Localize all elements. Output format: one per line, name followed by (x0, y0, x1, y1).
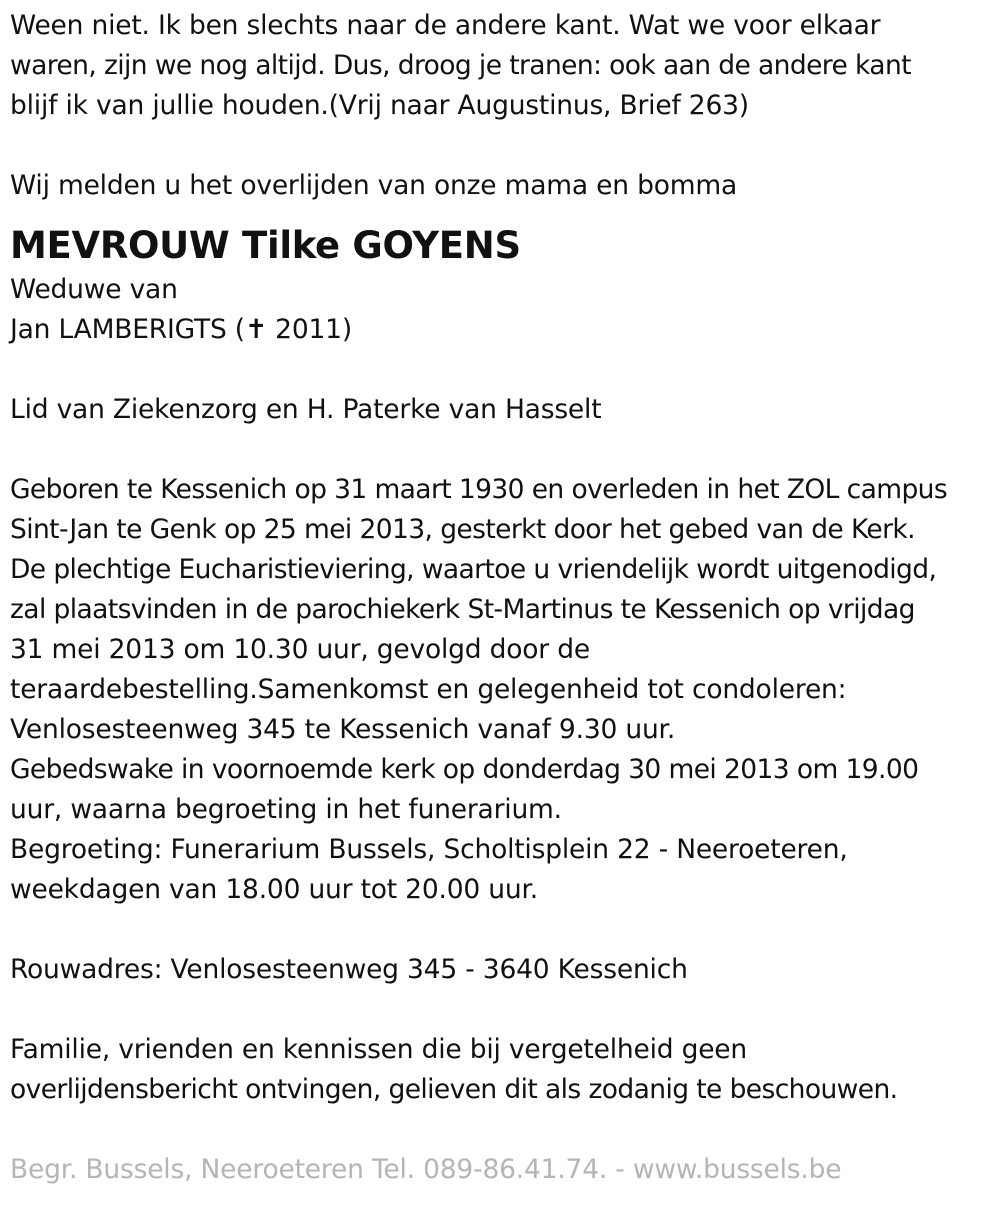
quote-block (10, 6, 995, 126)
details-line: uur, waarna begroeting in het funerarium. (10, 794, 562, 825)
details-line: De plechtige Eucharistieviering, waartoe u vriendelijk wordt uitgenodigd, (10, 554, 937, 585)
spouse-name: Jan LAMBERIGTS (✝ 2011) (10, 314, 352, 345)
details-line: weekdagen van 18.00 uur tot 20.00 uur. (10, 874, 538, 905)
spacer (10, 430, 995, 470)
spacer (10, 910, 995, 950)
spacer (10, 350, 995, 390)
details-line: zal plaatsvinden in de parochiekerk St-Martinus te Kessenich op vrijdag (10, 594, 915, 625)
funeral-home-footer: Begr. Bussels, Neeroeteren Tel. 089-86.41.74. - www.bussels.be (10, 1154, 842, 1185)
mourning-address: Rouwadres: Venlosesteenweg 345 - 3640 Kessenich (10, 954, 688, 985)
spacer (10, 990, 995, 1030)
spacer (10, 126, 995, 166)
obituary-document (10, 6, 995, 1190)
details-line: Begroeting: Funerarium Bussels, Scholtisplein 22 - Neeroeteren, (10, 834, 848, 865)
details-line: Venlosesteenweg 345 te Kessenich vanaf 9.30 uur. (10, 714, 676, 745)
details-block (10, 470, 995, 910)
details-line: Geboren te Kessenich op 31 maart 1930 en overleden in het ZOL campus (10, 474, 948, 505)
quote-line: Ween niet. Ik ben slechts naar de andere kant. Wat we voor elkaar (10, 10, 881, 41)
widow-label: Weduwe van (10, 274, 178, 305)
notice-line: overlijdensbericht ontvingen, gelieven dit als zodanig te beschouwen. (10, 1074, 898, 1105)
quote-line: blijf ik van jullie houden.(Vrij naar Augustinus, Brief 263) (10, 90, 749, 121)
notice-line: Familie, vrienden en kennissen die bij vergetelheid geen (10, 1034, 748, 1065)
announcement-text: Wij melden u het overlijden van onze mama en bomma (10, 170, 737, 201)
spacer (10, 1110, 995, 1150)
deceased-name: MEVROUW Tilke GOYENS (10, 224, 521, 267)
quote-line: waren, zijn we nog altijd. Dus, droog je tranen: ook aan de andere kant (10, 50, 911, 81)
details-line: Sint-Jan te Genk op 25 mei 2013, gesterkt door het gebed van de Kerk. (10, 514, 915, 545)
notice-block (10, 1030, 995, 1110)
details-line: 31 mei 2013 om 10.30 uur, gevolgd door de (10, 634, 590, 665)
details-line: teraardebestelling.Samenkomst en gelegenheid tot condoleren: (10, 674, 847, 705)
membership-text: Lid van Ziekenzorg en H. Paterke van Hasselt (10, 394, 602, 425)
details-line: Gebedswake in voornoemde kerk op donderdag 30 mei 2013 om 19.00 (10, 754, 919, 785)
